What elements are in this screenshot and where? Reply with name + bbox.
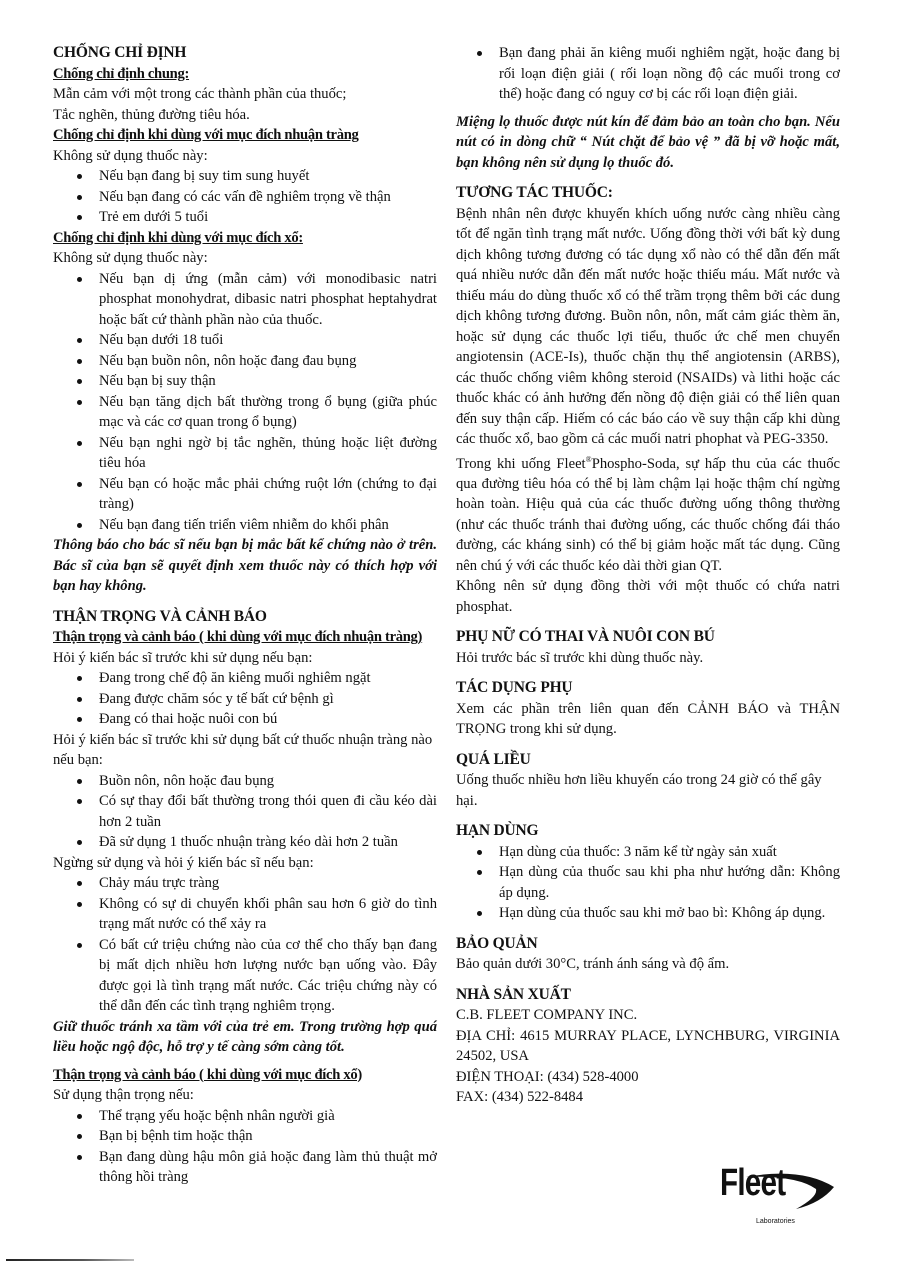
- list-item: Nếu bạn nghi ngờ bị tắc nghẽn, thủng hoặc liệt đường tiêu hóa: [53, 433, 437, 474]
- pregnancy-title: PHỤ NỮ CÓ THAI VÀ NUÔI CON BÚ: [456, 628, 715, 646]
- laxative-contra-heading: Chống chỉ định khi dùng với mục đích nhuận tràng: [53, 127, 359, 143]
- general-contra-line: Tắc nghẽn, thủng đường tiêu hóa.: [53, 106, 250, 123]
- side-effects-text: Xem các phần trên liên quan đến CẢNH BÁO và THẬN TRỌNG trong khi sử dụng.: [456, 700, 840, 738]
- bottle-seal-note: Miệng lọ thuốc được nút kín để đảm bảo an toàn cho bạn. Nếu nút có in dòng chữ “ Nút chặt để bảo vệ ” đã bị vỡ hoặc mất, bạn không nên sử dụng lọ thuốc đó.: [456, 113, 840, 171]
- ask-doctor-laxative-intro: Hỏi ý kiến bác sĩ trước khi sử dụng bất cứ thuốc nhuận tràng nào nếu bạn:: [53, 731, 433, 768]
- list-item: Bạn bị bệnh tim hoặc thận: [53, 1126, 437, 1147]
- list-item: Chảy máu trực tràng: [53, 873, 437, 894]
- manufacturer-fax: FAX: (434) 522-8484: [456, 1089, 584, 1106]
- interactions-section: [456, 183, 840, 617]
- purge-warnings-heading: Thận trọng và cảnh báo ( khi dùng với mục đích xổ): [53, 1066, 362, 1083]
- side-effects-title: TÁC DỤNG PHỤ: [456, 679, 573, 697]
- overdose-title: QUÁ LIỀU: [456, 750, 531, 768]
- pregnancy-section: [456, 627, 840, 668]
- list-item: Nếu bạn bị suy thận: [53, 371, 437, 392]
- manufacturer-phone: ĐIỆN THOẠI: (434) 528-4000: [456, 1068, 639, 1085]
- pregnancy-text: Hỏi trước bác sĩ trước khi dùng thuốc này.: [456, 649, 704, 666]
- logo-subtitle: Laboratories: [756, 1218, 795, 1225]
- stop-use-intro: Ngừng sử dụng và hỏi ý kiến bác sĩ nếu bạn:: [53, 854, 314, 871]
- general-contra-heading: Chống chỉ định chung:: [53, 65, 190, 82]
- registered-mark: ®: [585, 454, 592, 464]
- list-item: Có sự thay đổi bất thường trong thói quen đi cầu kéo dài hơn 2 tuần: [53, 791, 437, 832]
- list-item: Nếu bạn đang có các vấn đề nghiêm trọng về thận: [53, 187, 437, 208]
- storage-section: [456, 934, 840, 975]
- list-item: Bạn đang dùng hậu môn giả hoặc đang làm thủ thuật mở thông hồi tràng: [53, 1147, 437, 1188]
- manufacturer-address: ĐỊA CHỈ: 4615 MURRAY PLACE, LYNCHBURG, VIRGINIA 24502, USA: [456, 1027, 840, 1065]
- list-item: Nếu bạn đang tiến triển viêm nhiễm do khối phân: [53, 515, 437, 536]
- list-item: Nếu bạn buồn nôn, nôn hoặc đang đau bụng: [53, 351, 437, 372]
- shelf-life-list: [453, 842, 840, 924]
- side-effects-section: [456, 678, 840, 740]
- storage-title: BẢO QUẢN: [456, 934, 538, 952]
- ask-doctor-list: [53, 668, 437, 730]
- laxative-warnings-heading: Thận trọng và cảnh báo ( khi dùng với mục đích nhuận tràng): [53, 629, 423, 645]
- list-item: Nếu bạn dị ứng (mẫn cảm) với monodibasic natri phosphat monohydrat, dibasic natri phosphat heptahydrat hoặc bất cứ thành phần nào của thuốc.: [53, 269, 437, 331]
- manufacturer-section: [456, 985, 840, 1108]
- list-item: Đã sử dụng 1 thuốc nhuận tràng kéo dài hơn 2 tuần: [53, 832, 437, 853]
- logo-wordmark: Fleet: [720, 1162, 786, 1204]
- stop-use-list: [53, 873, 437, 1017]
- list-item: Hạn dùng của thuốc: 3 năm kể từ ngày sản xuất: [453, 842, 840, 863]
- warnings-section: [53, 607, 437, 1188]
- contra-note: Thông báo cho bác sĩ nếu bạn bị mắc bất kể chứng nào ở trên. Bác sĩ của bạn sẽ quyết định xem thuốc này có thích hợp với bạn hay không.: [53, 537, 437, 594]
- right-column: [456, 43, 840, 1108]
- footer-rule: [6, 1259, 134, 1261]
- list-item: Thể trạng yếu hoặc bệnh nhân người già: [53, 1106, 437, 1127]
- list-item: Đang có thai hoặc nuôi con bú: [53, 709, 437, 730]
- overdose-section: [456, 750, 840, 812]
- left-column: [53, 43, 437, 1188]
- ask-doctor-intro: Hỏi ý kiến bác sĩ trước khi sử dụng nếu bạn:: [53, 649, 313, 666]
- list-item: Đang trong chế độ ăn kiêng muối nghiêm ngặt: [53, 668, 437, 689]
- purge-warnings-list-continued: [453, 43, 840, 105]
- storage-text: Bảo quản dưới 30°C, tránh ánh sáng và độ ẩm.: [456, 956, 730, 973]
- purge-warnings-intro: Sử dụng thận trọng nếu:: [53, 1087, 194, 1103]
- overdose-text: Uống thuốc nhiều hơn liều khuyến cáo trong 24 giờ có thể gây hại.: [456, 772, 822, 809]
- interactions-paragraph: Không nên sử dụng đồng thời với một thuốc có chứa natri phosphat.: [456, 578, 840, 615]
- manufacturer-company: C.B. FLEET COMPANY INC.: [456, 1007, 638, 1024]
- list-item: Đang được chăm sóc y tế bất cứ bệnh gì: [53, 689, 437, 710]
- purge-contra-intro: Không sử dụng thuốc này:: [53, 250, 208, 266]
- warnings-title: THẬN TRỌNG VÀ CẢNH BÁO: [53, 607, 267, 625]
- contraindications-title: CHỐNG CHỈ ĐỊNH: [53, 44, 187, 61]
- interactions-text: Phospho-Soda, sự hấp thu của các thuốc qua đường tiêu hóa có thể bị làm chậm lại hoặc thậm chí ngừng hoàn toàn. Hiệu quả của các thuốc đường uống thông thường (như các thuốc tránh thai đường uống, các thuốc chống đái tháo đường, các kháng sinh) có thể bị giảm hoặc mất tác dụng. Cũng nên chú ý với các thuốc kéo dài thời gian QT.: [456, 455, 840, 574]
- laxative-contra-intro: Không sử dụng thuốc này:: [53, 147, 208, 164]
- list-item: Nếu bạn tăng dịch bất thường trong ổ bụng (giữa phúc mạc và các cơ quan trong ổ bụng): [53, 392, 437, 433]
- general-contra-line: Mẫn cảm với một trong các thành phần của thuốc;: [53, 86, 347, 102]
- children-note: Giữ thuốc tránh xa tầm với của trẻ em. Trong trường hợp quá liều hoặc ngộ độc, hỗ trợ y tế càng sớm càng tốt.: [53, 1018, 437, 1055]
- list-item: Trẻ em dưới 5 tuổi: [53, 207, 437, 228]
- ask-doctor-laxative-list: [53, 771, 437, 853]
- interactions-text: Trong khi uống Fleet: [456, 455, 586, 472]
- purge-contra-heading: Chống chỉ định khi dùng với mục đích xổ:: [53, 229, 303, 246]
- contraindications-section: [53, 43, 437, 597]
- list-item: Không có sự di chuyển khối phân sau hơn 6 giờ do tình trạng mất nước có thể xảy ra: [53, 894, 437, 935]
- interactions-title: TƯƠNG TÁC THUỐC:: [456, 184, 613, 201]
- interactions-paragraph: Bệnh nhân nên được khuyến khích uống nước càng nhiều càng tốt để ngăn tình trạng mất nước. Uống đồng thời với bất kỳ dung dịch không tương đương có tác dụng xổ nào có thể dẫn đến mất quá nhiều nước dẫn đến mất nước hoặc thiếu máu. Mất nước và thiếu máu do dùng thuốc xổ có thể trầm trọng thêm bởi các dung dịch không tương đương. Buồn nôn, nôn, mất cảm giác thèm ăn, hoặc sử dụng các thuốc lợi tiểu, thuốc ức chế men chuyển angiotensin (ACE-Is), thuốc chặn thụ thể angiotensin (ARBS), các thuốc chống viêm không steroid (NSAIDs) và lithi hoặc các thuốc khác có ảnh hưởng đến nồng độ điện giải có thể liên quan đến suy thận cấp. Hiếm có các báo cáo về suy thận cấp khi dùng các thuốc xổ, bao gồm cả các muối natri phophat và PEG-3350.: [456, 205, 840, 447]
- list-item: Nếu bạn đang bị suy tim sung huyết: [53, 166, 437, 187]
- list-item: Hạn dùng của thuốc sau khi mở bao bì: Không áp dụng.: [453, 903, 840, 924]
- list-item: Bạn đang phải ăn kiêng muối nghiêm ngặt, hoặc đang bị rối loạn điện giải ( rối loạn nồng độ các muối trong cơ thể) hoặc đang có nguy cơ bị các rối loạn điện giải.: [453, 43, 840, 105]
- list-item: Nếu bạn dưới 18 tuổi: [53, 330, 437, 351]
- list-item: Hạn dùng của thuốc sau khi pha như hướng dẫn: Không áp dụng.: [453, 862, 840, 903]
- laxative-contra-list: [53, 166, 437, 228]
- list-item: Buồn nôn, nôn hoặc đau bụng: [53, 771, 437, 792]
- shelf-life-title: HẠN DÙNG: [456, 822, 539, 840]
- list-item: Nếu bạn có hoặc mắc phải chứng ruột lớn (chứng to đại tràng): [53, 474, 437, 515]
- list-item: Có bất cứ triệu chứng nào của cơ thể cho thấy bạn đang bị mất dịch nhiều hơn lượng nước bạn uống vào. Đây được gọi là tình trạng mất nước. Các triệu chứng này có thể dẫn đến các tình trạng nghiêm trọng.: [53, 935, 437, 1017]
- purge-warnings-list: [53, 1106, 437, 1188]
- fleet-logo: [716, 1162, 836, 1225]
- manufacturer-title: NHÀ SẢN XUẤT: [456, 985, 571, 1003]
- purge-contra-list: [53, 269, 437, 536]
- shelf-life-section: [456, 821, 840, 924]
- interactions-paragraph: [456, 450, 840, 577]
